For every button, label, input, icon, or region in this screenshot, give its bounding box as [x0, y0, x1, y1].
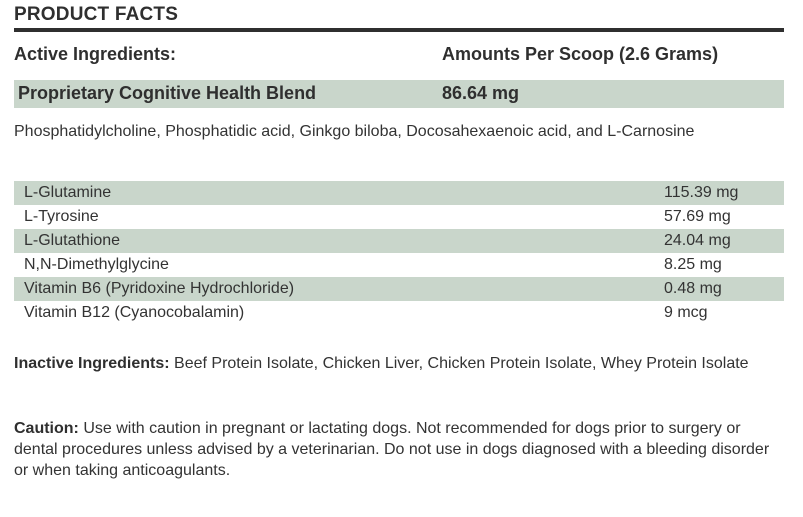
ingredient-amount: 24.04 mg [664, 232, 731, 249]
ingredient-table [14, 181, 784, 325]
ingredient-amount: 9 mcg [664, 304, 708, 321]
ingredient-amount: 57.69 mg [664, 208, 731, 225]
ingredient-name: N,N-Dimethylglycine [24, 256, 169, 273]
ingredient-name: L-Tyrosine [24, 208, 99, 225]
ingredient-row [14, 181, 784, 205]
ingredient-name: L-Glutamine [24, 184, 112, 201]
caution-statement [14, 418, 784, 481]
ingredient-row [14, 301, 784, 325]
ingredient-row [14, 277, 784, 301]
caution-text: Use with caution in pregnant or lactating dogs. Not recommended for dogs prior to surgery or dental procedures unless advised by a veterinarian. Do not use in dogs diagnosed with a bleeding disorder or when taking anticoagulants. [14, 420, 770, 479]
ingredient-amount: 8.25 mg [664, 256, 722, 273]
panel-title: PRODUCT FACTS [14, 4, 179, 25]
ingredient-row [14, 253, 784, 277]
ingredient-name: Vitamin B6 (Pyridoxine Hydrochloride) [24, 280, 295, 297]
ingredient-name: Vitamin B12 (Cyanocobalamin) [24, 304, 245, 321]
column-header-row [14, 40, 784, 68]
blend-row [14, 80, 784, 108]
blend-amount: 86.64 mg [442, 83, 520, 103]
blend-name: Proprietary Cognitive Health Blend [18, 83, 317, 103]
amount-per-scoop-heading: Amounts Per Scoop (2.6 Grams) [442, 44, 719, 64]
active-ingredients-heading: Active Ingredients: [14, 44, 177, 64]
inactive-ingredients-label: Inactive Ingredients: [14, 355, 170, 372]
caution-label: Caution: [14, 420, 79, 437]
ingredient-row [14, 205, 784, 229]
inactive-ingredients [14, 353, 784, 374]
inactive-ingredients-text: Beef Protein Isolate, Chicken Liver, Chicken Protein Isolate, Whey Protein Isolate [169, 355, 749, 372]
ingredient-amount: 0.48 mg [664, 280, 722, 297]
blend-description: Phosphatidylcholine, Phosphatidic acid, Ginkgo biloba, Docosahexaenoic acid, and L-Carnosine [14, 123, 695, 140]
ingredient-name: L-Glutathione [24, 232, 121, 249]
ingredient-amount: 115.39 mg [664, 184, 739, 201]
title-divider [14, 28, 784, 32]
ingredient-row [14, 229, 784, 253]
